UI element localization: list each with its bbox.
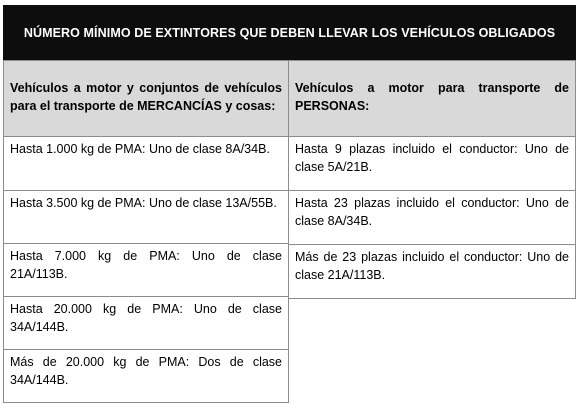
cargo-vehicles-column xyxy=(3,60,289,403)
table-row: Hasta 1.000 kg de PMA: Uno de clase 8A/34B. xyxy=(3,136,289,191)
table-row: Hasta 23 plazas incluido el conductor: Uno de clase 8A/34B. xyxy=(289,190,576,245)
table-row: Hasta 3.500 kg de PMA: Uno de clase 13A/55B. xyxy=(3,190,289,244)
table-title: NÚMERO MÍNIMO DE EXTINTORES QUE DEBEN LLEVAR LOS VEHÍCULOS OBLIGADOS xyxy=(3,5,576,60)
table-row: Más de 20.000 kg de PMA: Dos de clase 34A/144B. xyxy=(3,349,289,403)
extinguisher-table xyxy=(3,5,576,408)
passenger-column-header: Vehículos a motor para transporte de PERSONAS: xyxy=(289,60,576,137)
table-row: Hasta 20.000 kg de PMA: Uno de clase 34A/144B. xyxy=(3,296,289,350)
passenger-vehicles-column xyxy=(289,60,576,299)
cargo-column-header: Vehículos a motor y conjuntos de vehículos para el transporte de MERCANCÍAS y cosas: xyxy=(3,60,289,137)
table-row: Hasta 9 plazas incluido el conductor: Uno de clase 5A/21B. xyxy=(289,136,576,191)
table-row: Más de 23 plazas incluido el conductor: Uno de clase 21A/113B. xyxy=(289,244,576,299)
table-row: Hasta 7.000 kg de PMA: Uno de clase 21A/113B. xyxy=(3,243,289,297)
